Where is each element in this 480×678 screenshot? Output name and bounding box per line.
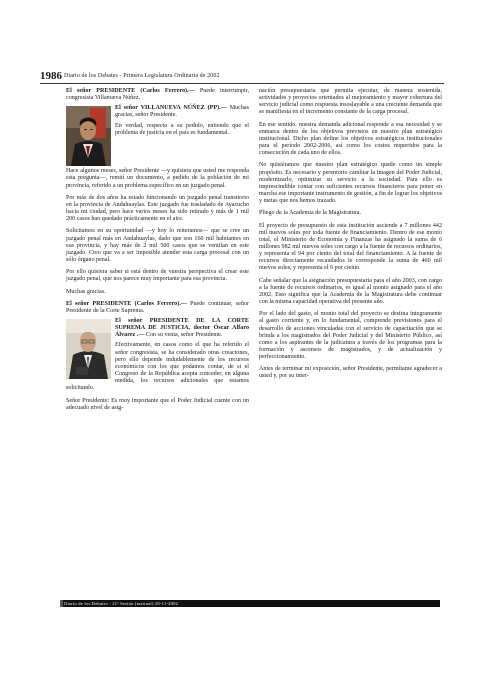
header-rule <box>40 83 444 84</box>
page-header <box>40 70 444 84</box>
paragraph: En ese sentido, nuestra demanda adicional responde a esa necesidad y se enmarca dentro de los objetivos previstos en nuestro plan estratégico institucional. Dicho plan define los objetivos estratégicos institucionales para el período 2002-2006, así como los costos requeridos para la consecución de cada uno de ellos. <box>259 121 442 157</box>
page-footer <box>60 600 440 608</box>
paragraph: Por más de dos años ha estado funcionando un juzgado penal transitorio en la provincia de Andahuaylas. Este juzgado fue trasladado de Ayacucho hacia mi ciudad, pero hace varios meses ha sido retirado y más de 1 mil 200 casos han quedado prácticamente en el aire. <box>66 194 249 223</box>
paragraph: Antes de terminar mi exposición, señor Presidente, permítame agradecer a usted y, por su inter- <box>259 366 442 380</box>
page-number: 1986 <box>40 70 62 82</box>
paragraph <box>66 88 249 102</box>
speech-text: Puede continuar, señor Presidente de la Corte Suprema. <box>66 300 249 314</box>
footer-marker <box>60 600 63 607</box>
paragraph: Por el lado del gasto, el monto total del proyecto se destina íntegramente al gasto corriente y, en lo fundamental, comprende previsiones para el desarrollo de acciones vinculadas con el servicio de capacitación que se brinda a los magistrados del Poder Judicial y del Ministerio Público, así como a los aspirantes de la judicatura a través de los programas para la formación y ascensos de magistrados, y de actualización y perfeccionamiento. <box>259 311 442 361</box>
speech-text: Con su venia, señor Presidente. <box>145 332 223 339</box>
paragraph: Señor Presidente: Es muy importante que el Poder Judicial cuente con un adecuado nivel de asig- <box>66 397 249 411</box>
section-heading: Pliego de la Academia de la Magistratura. <box>259 210 362 217</box>
speaker-label: El señor VILLANUEVA NÚÑEZ (PP).— <box>115 105 227 112</box>
publication-title: Diario de los Debates - Primera Legislatura Ordinaria de 2002 <box>64 73 220 79</box>
speaker-label: El señor PRESIDENTE (Carlos Ferrero).— <box>66 88 195 94</box>
paragraph <box>66 301 249 315</box>
portrait-image <box>66 106 111 166</box>
portrait-image <box>66 319 111 379</box>
paragraph: El proyecto de presupuesto de esta institución asciende a 7 millones 442 mil nuevos soles por toda fuente de financiamiento. Dentro de ese monto total, el Ministerio de Economía y Finanzas ha asignado la suma de 6 millones 982 mil nuevos soles con cargo a la fuente de recursos ordinarios, y representa el 94 por ciento del total del financiamiento. A la fuente de recursos directamente recaudados le corresponde la suma de 460 mil nuevos soles, y representa el 6 por ciento. <box>259 222 442 272</box>
right-column <box>259 88 442 386</box>
paragraph: Efectivamente, en casos como el que ha referido el señor congresista, se ha considerado otras creaciones, pero ello depende indudablemente de los recursos económicos con los que podamos contar, de si el Congreso de la República acepta conceder, en alguna medida, los recursos adicionales que estamos solicitando. <box>66 342 249 392</box>
photo-alfaro <box>66 319 111 379</box>
paragraph: nación presupuestaria que permita ejecutar, de manera sostenida, actividades y proyectos orientados al mejoramiento y mayor cobertura del servicio judicial como respuesta insoslayable a una creciente demanda que se manifiesta en el incremento constante de la carga procesal. <box>259 88 442 116</box>
footer-text: Diario de los Debates - 21ª Sesión (matinal) 28-11-2002 <box>64 601 179 606</box>
speech-text: Puede interrumpir, congresista Villanueva Núñez. <box>66 88 250 102</box>
paragraph: En verdad, respecto a su pedido, entiendo que el problema de justicia en el país es fundamental. <box>115 122 249 136</box>
paragraph: Muchas gracias. <box>66 288 106 295</box>
left-column <box>66 88 249 417</box>
paragraph: Por ello quisiera saber si está dentro de vuestra perspectiva el crear este juzgado penal, que nos parece muy importante para esa provincia. <box>66 269 249 283</box>
paragraph: No quisiéramos que nuestro plan estratégico quede como un simple propósito. Es necesario y perentorio cambiar la imagen del Poder Judicial, modernizarlo, optimizar su servicio a la sociedad. Para ello es imprescindible contar con suficientes recursos financieros para poner en marcha ese importante instrumento de gestión, a fin de lograr los objetivos y metas que nos hemos trazado. <box>259 162 442 205</box>
speaker-label: El señor PRESIDENTE DE LA CORTE SUPREMA DE JUSTICIA, doctor Óscar Alfaro Álvarez .— <box>115 317 249 339</box>
photo-villanueva <box>66 106 111 166</box>
paragraph: Cabe señalar que la asignación presupuestaria para el año 2003, con cargo a la fuente de recursos ordinarios, es igual al monto asignado para el año 2002. Esto significa que la Academia de la Magistratura debe continuar con la misma capacidad operativa del presente año. <box>259 277 442 306</box>
speaker-label: El señor PRESIDENTE (Carlos Ferrero).— <box>66 300 187 307</box>
paragraph: Solicitamos en su oportunidad —y hoy lo reiteramos— que se cree un juzgado penal más en Andahuaylas, dado que son 160 mil habitantes en esa provincia, y hay más de 2 mil 500 casos que se ventilan en este juzgado. Creo que va a ser imposible atender esta carga procesal con un sólo órgano penal. <box>66 228 249 264</box>
speech-text: Muchas gracias, señor Presidente. <box>115 105 249 119</box>
paragraph: Hace algunos meses, señor Presidente —y quisiera que usted me responda esta pregunta—, remití un documento, a pedido de la población de mi provincia, referido a un problema específico en un juzgado penal. <box>66 168 249 189</box>
